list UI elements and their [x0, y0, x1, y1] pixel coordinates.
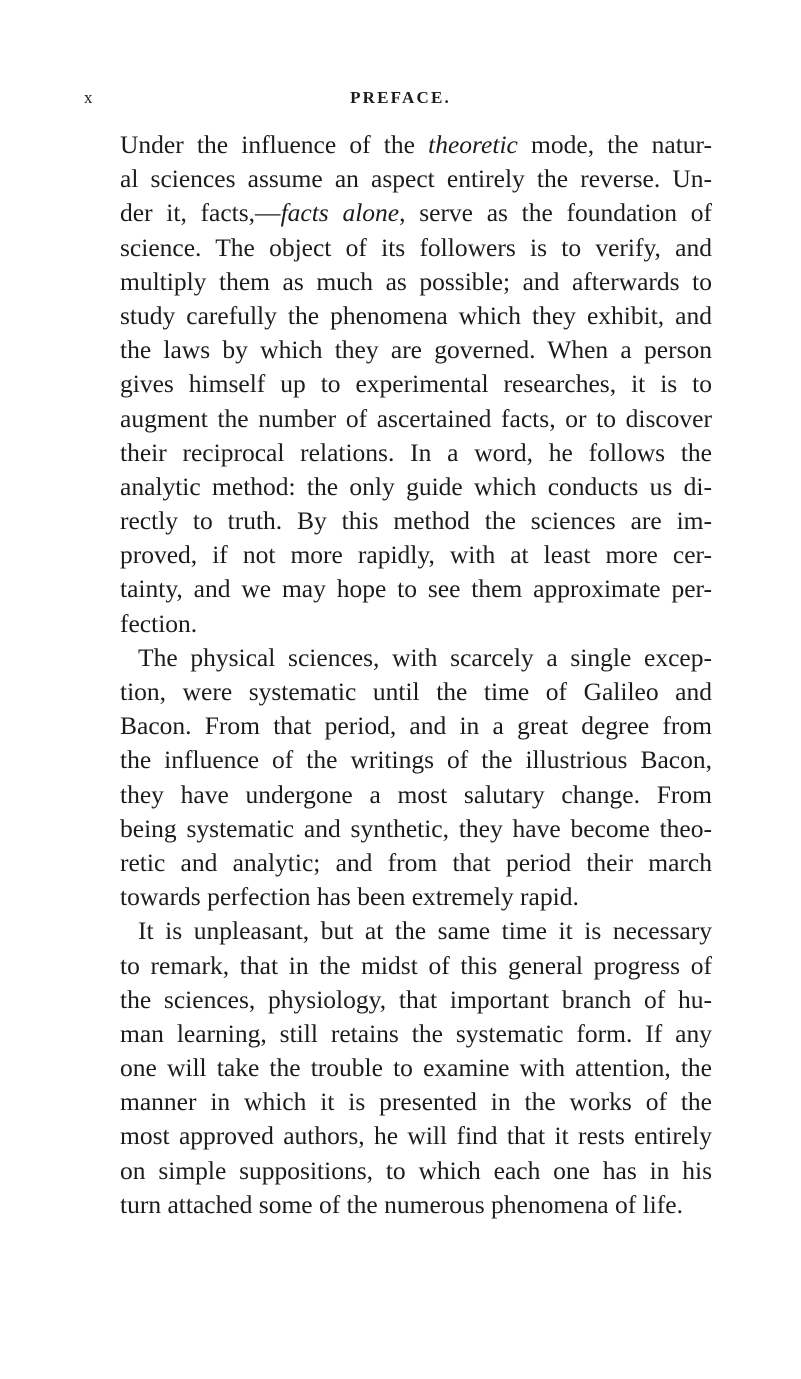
text-line: The physical sciences, with scarcely a single excep- — [138, 642, 712, 672]
text-line: Bacon. From that period, and in a great degree from — [120, 711, 712, 741]
text-line: al sciences assume an aspect entirely the reverse. Un- — [120, 164, 712, 194]
text-line: manner in which it is presented in the works of the — [120, 1087, 712, 1117]
text-line: fection. — [120, 608, 198, 638]
page-number: x — [84, 88, 94, 107]
text-line: being systematic and synthetic, they have become theo- — [120, 813, 712, 843]
text-line: to remark, that in the midst of this general progress of — [120, 950, 712, 980]
text-line: one will take the trouble to examine with attention, the — [120, 1053, 712, 1083]
text-line: der it, facts,—facts alone, serve as the foundation of — [120, 198, 712, 228]
text-line: science. The object of its followers is to verify, and — [120, 232, 712, 262]
text-line: study carefully the phenomena which they exhibit, and — [120, 300, 712, 330]
text-line: analytic method: the only guide which conducts us di- — [120, 471, 712, 501]
text-line: the laws by which they are governed. When a person — [120, 335, 712, 365]
running-head-title: PREFACE. — [350, 88, 451, 107]
text-line: most approved authors, he will find that it rests entirely — [120, 1121, 712, 1151]
text-line: their reciprocal relations. In a word, he follows the — [120, 437, 712, 467]
text-line: multiply them as much as possible; and afterwards to — [120, 266, 712, 296]
text-line: tainty, and we may hope to see them approximate per- — [120, 574, 712, 604]
text-line: turn attached some of the numerous phenomena of life. — [120, 1189, 683, 1219]
text-line: proved, if not more rapidly, with at least more cer- — [120, 540, 712, 570]
text-line: towards perfection has been extremely rapid. — [120, 882, 579, 912]
text-line: they have undergone a most salutary change. From — [120, 779, 712, 809]
text-line: the sciences, physiology, that important branch of hu- — [120, 984, 712, 1014]
text-line: tion, were systematic until the time of Galileo and — [120, 677, 712, 706]
running-head — [0, 88, 801, 112]
text-line: augment the number of ascertained facts, or to discover — [120, 403, 712, 433]
text-line: the influence of the writings of the illustrious Bacon, — [120, 745, 712, 775]
text-line: Under the influence of the theoretic mode, the natur- — [120, 130, 713, 159]
text-line: man learning, still retains the systematic form. If any — [120, 1018, 712, 1048]
text-line: rectly to truth. By this method the sciences are im- — [120, 506, 712, 536]
text-line: It is unpleasant, but at the same time it is necessary — [138, 916, 712, 946]
text-line: on simple suppositions, to which each one has in his — [120, 1155, 712, 1185]
text-line: gives himself up to experimental researches, it is to — [120, 369, 712, 399]
body-text — [120, 128, 712, 1222]
text-line: retic and analytic; and from that period their march — [120, 847, 712, 877]
